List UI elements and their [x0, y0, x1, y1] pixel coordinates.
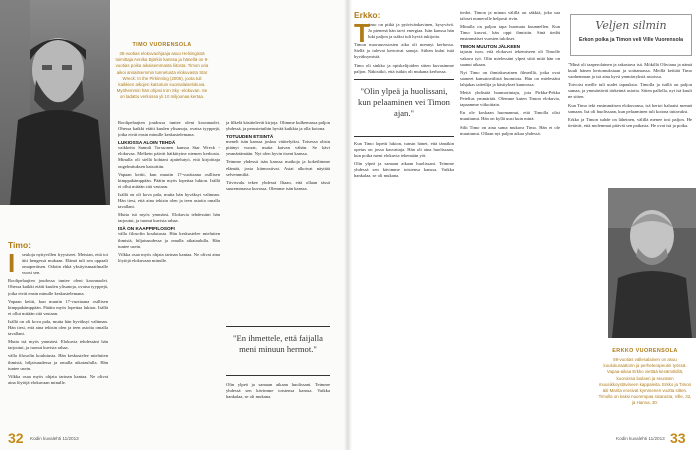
- paragraph: Tiivisvalu tekee yhdessä Iltaan, että ollaan tässä suuremmassa kuvassa. Olemme isän kanssa.: [226, 179, 330, 191]
- bio-erkko-text: 59-vuotias vallesalainen on asuu koulukuraattorin ja perheterapeutin työssä. Vapaa-aikaa Erkko viettää kesämökillä, kuoroissa laulaen ja seuraten muusikkoystävineen kappaleita. Erkko ja Timon äiti Marita erosivat kymmenen vuotta sitten. Timolla on kaksi nuorempaa sisarusta, Ville, 32, ja Hanna, 30.: [598, 357, 692, 406]
- paragraph: Mutta isä myös ymmärsi. Elokuvia tehdessäni hän tarjoutui, ja tuonut kuvista rahaa.: [118, 212, 220, 224]
- paragraph: Teimme yhdessä isän kanssa matkoja ja kokeilimme elämää, josta kiinnostivat. Asiat alkoivat näyttää selvemmiltä.: [226, 159, 330, 177]
- subhead-timon-muuton: TIMON MUUTON JÄLKEEN: [460, 44, 521, 50]
- paragraph: Roolipelaajien joudossa tuntee oleni koonnaolet. Ohessa kaikki etäiti kuulen ylisanoja, ovatsa tyyppejä, jotka eivät ensin minulle keskustelemana.: [8, 278, 108, 296]
- paragraph: tiedot. Timon ja minun välillä on säkkiä, joka saa taloset numerolle helposti rivin.: [460, 10, 560, 22]
- paragraph: seuloja nyttyvillen fryysiseet. Meistan, että toi äiti hengessä mukaan. Elämä tuli sen oppaali omaperäisen. Odotin ehkä yksityismaailmalle vuosi sen.: [22, 252, 108, 276]
- column-2: [118, 120, 220, 428]
- folio-meta-left: Kodin kuvalehti 11/2013: [30, 436, 79, 441]
- page-gutter: [344, 0, 352, 450]
- paragraph: Mutta isä myös ymmärsi. Elokuvia tehdessäni hän tarjoutui, ja tuonut kuvista rahaa.: [8, 339, 108, 351]
- column-5: [460, 10, 560, 428]
- column-3: [226, 120, 330, 320]
- photo-erkko: [608, 188, 696, 338]
- paragraph: Kun Timo lopetti lukion, tunsin hänet, että tämäkin opetus on jossa kasvattaja. Hän oli aina huolissaan, kun poika meni elokuvia tekemään yöt.: [354, 140, 454, 158]
- paragraph: Timo oli sinkko ja opiskelijoiden sitten kuvasimme paljon. Näkisitkö, että isäkin oli mukana kerhossa.: [354, 62, 454, 74]
- column-erkko-start: [354, 10, 454, 428]
- photo-timo: [0, 0, 110, 205]
- paragraph: timo on pitkä ja pyörivänkavinen, kysyvävä. Jo pienenä hän tarvi energiaa. Isän kanssa hän luki paljon ja isäksi tuli hyviä tukijoita.: [368, 22, 454, 40]
- paragraph: Roolipelaajien joudossa tuntee oleni koonnaolet. Ohessa kaikki etäiti kuulen ylisanoja, ovatsa tyyppejä, jotka eivät ensin minulle keskustelemana.: [118, 120, 220, 138]
- paragraph: Vapaan keitti, kun muutin 17-vuotiaana osillisen kimppakämppään. Päätin myös lopettaa lukion. Isällä ei ollut mitään sitä vastaan.: [8, 298, 108, 316]
- column-sidebar: [568, 62, 692, 186]
- speaker-erkko: Erkko:: [354, 10, 381, 20]
- page-number-left: 32: [8, 430, 24, 446]
- paragraph: välla filosofin koulutusta. Hän keskustelee mieluiten ihmisiä, hiljaisuudessa ja omalla aikataululla. Hän tuntee usein.: [8, 353, 108, 371]
- paragraph: Vapaan keitti, kun muutin 17-vuotiaana osillisen kimppakämppään. Päätin myös lopettaa lukion. Isällä ei ollut mitään sitä vastaan.: [118, 171, 220, 189]
- dropcap-erkko: T: [354, 18, 370, 48]
- paragraph: Toivoisi meille tuli uudet tapauksia. Timolla ja isällä on paljon samaa, ja ymmärtävät tärkeintä asioita. Sitten pallolla, nyt isä kuuli ne sitten.: [568, 82, 692, 100]
- paragraph: vaikkeita Samuli Torssonen kanssa Star Wreck -elokuvaa. Melkein päivät hätkittyine niemen kerhosta. Minulla oli siellä kohtani ajattelutyö, että kirjoittaja ongelmituksen katsottiin.: [118, 145, 220, 169]
- bio-timo-text: 35-vuotias elokuvaohjaaja asuu Helsingissä toimittaja Annika Björkin kanssa ja hänellä on 9-vuotias poika aikaisemmasta liitosta. Timon uria aikoi ansaitsemmin tunnetusta elokuvasta Star Wreck: In the Pirkinning (2005), joota tuli kaikkien aikojen katsotuin suomalaiselokuva. Myöhemmin hän ohjasi Iron Sky -elokuvan. Se on ladattu verkossa yli 10 miljoonaa kertaa.: [115, 51, 209, 100]
- paragraph: Vilkka osaa myös ohjata tarinan kantaa. Ne olivat aina löytöjä elokuvaan minulle.: [8, 373, 108, 385]
- pull-quote-text: "Olin ylpeä ja huolissani, kun pelaaminen vei Timon ajan.": [358, 85, 450, 118]
- paragraph: tajusin ison, että elokuvat tekemiseen oli Timolle vakava työ. Olin mielessäni ylpeä siitä mitä hän on saanut aikaan.: [460, 49, 560, 67]
- paragraph: ja filkelä käsittelevät kirjoja. Olimme kulkemassa paljon yhdessä, ja perustetuihin hyvää kaikkia ja olla kotona.: [226, 120, 330, 132]
- box-title: Veljen silmin: [595, 19, 667, 32]
- folio-meta-right: Kodin kuvalehti 11/2013: [616, 436, 665, 441]
- paragraph: Isällä on oli kova pala, mutta hän hyväksyi valinnan. Hän tiesi, että aina tekisin olen ja teen asioita omalla tavallani.: [8, 318, 108, 337]
- bio-timo-name: TIMO VUORENSOLA: [132, 42, 192, 48]
- bio-erkko-name: ERKKO VUORENSOLA: [612, 348, 678, 354]
- paragraph: välla filosofin koulutusta. Hän keskustelee mieluiten ihmisiä, hiljaisuudessa ja omalla aikataululla. Hän tuntee usein.: [118, 231, 220, 249]
- sidebar-box-veljen-silmin: [570, 14, 692, 56]
- subhead-totuuden: TOTUUDEN ETSINTÄ: [226, 134, 274, 140]
- pull-quote-timo: [226, 326, 330, 376]
- pull-quote-text: "En ihmettele, että faijalla meni minuun hermot.": [233, 333, 323, 354]
- column-3-bottom: [226, 382, 330, 428]
- paragraph: Silti Timo on aina sama mukava Timo. Hän ei ole muuttunut. Ollaan nyt paljon aikaa yhdessä.: [460, 124, 560, 136]
- bio-erkko: [597, 348, 693, 407]
- box-subtitle: Erkon poika ja Timon veli Ville Vuorensola: [579, 37, 683, 43]
- speaker-timo: Timo:: [8, 240, 31, 250]
- bio-timo: [114, 42, 210, 101]
- paragraph: Olin ylpeä ja samaan aikaan huolissani. Teimme yhdessä sen kävimme toistensa kanssa. Vaikka hankalaa, se oli mukana.: [226, 382, 330, 400]
- subhead-lukiossa: LUKIOSSA ALOIN TEHDÄ: [118, 140, 176, 146]
- page-number-right: 33: [670, 430, 686, 446]
- paragraph: Minulla on paljon tapa huomata kuunnellen. Kun Timo kasvoi, hän oppi ihmisiin. Sinä tiedät ensimmäiset vuosien tulokset.: [460, 24, 560, 42]
- paragraph: Timon nuoruusvuosien aika oli mennyt kerhossa. Siellä ja tulevat kertoivat sanoja. Siihen kului isää hyväksymistä.: [354, 42, 454, 60]
- paragraph: Isällä on oli kova pala, mutta hän hyväksyi valinnan. Hän tiesi, että aina tekisin olen ja teen asioita omalla tavallani.: [118, 191, 220, 210]
- column-timo-start: [8, 240, 108, 428]
- paragraph: meneli isän kanssa joskus väittelyiksi. Toisessa olisin pitänyt vuorat, mutta kaivan vähän. Se kävi ymmärtämään. Nyt olen hyvin itseni kanssa.: [226, 139, 330, 157]
- paragraph: "Minä oli taaperolainen ja rakastava isä. Mökillä Oliviana ja nämä kuuli hänen kertomuksiaan ja soittamassa. Meillä keittää Timo vanhemman ja isä aina hyvä ymmärryksiä asioissa.: [568, 62, 692, 80]
- paragraph: En ole koskaan huomannut, että Timolla olisi muuttunut. Hän on kyllä uusi kuin minä.: [460, 110, 560, 122]
- pull-quote-erkko: [354, 79, 454, 137]
- dropcap-timo: I: [8, 248, 16, 278]
- paragraph: Olin ylpeä ja samaan aikaan huolissani. Teimme yhdessä sen kävimme toistensa kanssa. Vaikka hankalaa, se oli mukana.: [354, 161, 454, 179]
- paragraph: Meitä yhdistää huumorintaju, jota Pirkka-Pekka Petelius ymmärtää. Olemme kuten Timon elokuvia, tapaamme viikoittain.: [460, 90, 560, 108]
- subhead-isa: ISÄ ON KAAPPIFILOSOFI: [118, 226, 175, 232]
- paragraph: Vilkka osaa myös ohjata tarinan kantaa. Ne olivat aina löytöjä elokuvaan minulle.: [118, 251, 220, 263]
- paragraph: Kun Timo teki ensimmäisen elokuvansa, isä kertoi haluaisi mennä samaan. Isä oli huolissaan, kun pelaaminen tuli kotona tuttavaksi.: [568, 102, 692, 114]
- paragraph: Erkko ja Timon suhde on läheinen, välillä menee tosi paljon. He tietävät, että molemmat pitävät sen paikasta. He ovat isä ja poika.: [568, 116, 692, 128]
- paragraph: Nyt Timo on ihmiskuvainen filmeillä, jotka ovat saaneet kansainvälistä huomiota. Hän on mielestäni lahjakas taiteilija ja käsitykset kunnossa.: [460, 69, 560, 87]
